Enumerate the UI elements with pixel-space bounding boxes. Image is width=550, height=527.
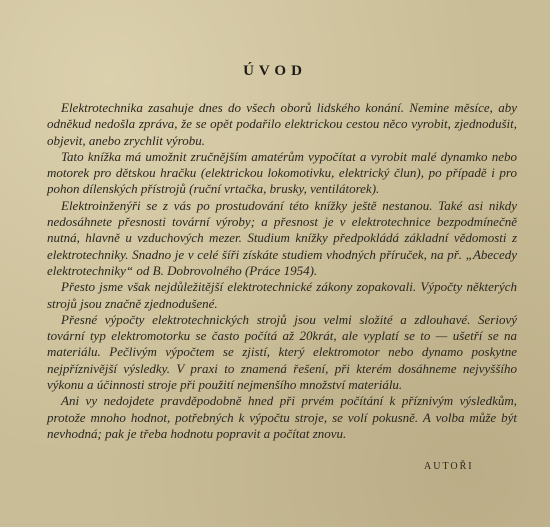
page-title: ÚVOD — [243, 63, 307, 79]
introduction-text — [47, 100, 517, 442]
paragraph: Tato knížka má umožnit zručnějším amatérům vypočítat a vyrobit malé dynamko nebo motorek pro dětskou hračku (elektrickou lokomotivku, elektrický člun), po případě i pro pohon dílenských přístrojů (ruční vrtačka, brusky, ventilátorek). — [47, 148, 517, 197]
paragraph: Ani vy nedojdete pravděpodobně hned při prvém počítání k příznivým výsledkům, protože mnoho hodnot, potřebných k výpočtu stroje, se volí pokusně. A volba může být nevhodná; pak je třeba hodnotu popravit a počítat znovu. — [47, 393, 517, 441]
paragraph: Přesné výpočty elektrotechnických strojů jsou velmi složité a zdlouhavé. Seriový tovární typ elektromotorku se často počítá až 20krát, ale vyplatí se to — ušetří se na materiálu. Pečlivým výpočtem se zjistí, který elektromotor nebo dynamo poskytne nejpříznivější výsledky. V praxi to znamená řešení, při kterém dosáhneme nejvyššího výkonu a účinnosti stroje při použití nejmenšího množství materiálu. — [47, 311, 517, 393]
authors-signature: AUTOŘI — [424, 461, 474, 472]
paragraph: Přesto jsme však nejdůležitější elektrotechnické zákony zopakovali. Výpočty některých strojů jsou značně zjednodušené. — [47, 279, 517, 311]
paragraph: Elektrotechnika zasahuje dnes do všech oborů lidského konání. Nemine měsíce, aby odněkud nedošla zpráva, že se opět podařilo elektrickou cestou něco vyrobit, zjednodušit, objevit, anebo zrychlit výrobu. — [47, 100, 517, 148]
paragraph: Elektroinženýři se z vás po prostudování této knížky ještě nestanou. Také asi nikdy nedosáhnete přesnosti tovární výroby; a přesnost je v elektrotechnice bezpodmínečně nutná, hlavně u vzduchových mezer. Studium knížky předpokládá základní vědomosti z elektrotechniky. Snadno je v celé šíři získáte studiem vhodných příruček, na př. „Abecedy elektrotechniky“ od B. Dobrovolného (Práce 1954). — [47, 197, 517, 278]
